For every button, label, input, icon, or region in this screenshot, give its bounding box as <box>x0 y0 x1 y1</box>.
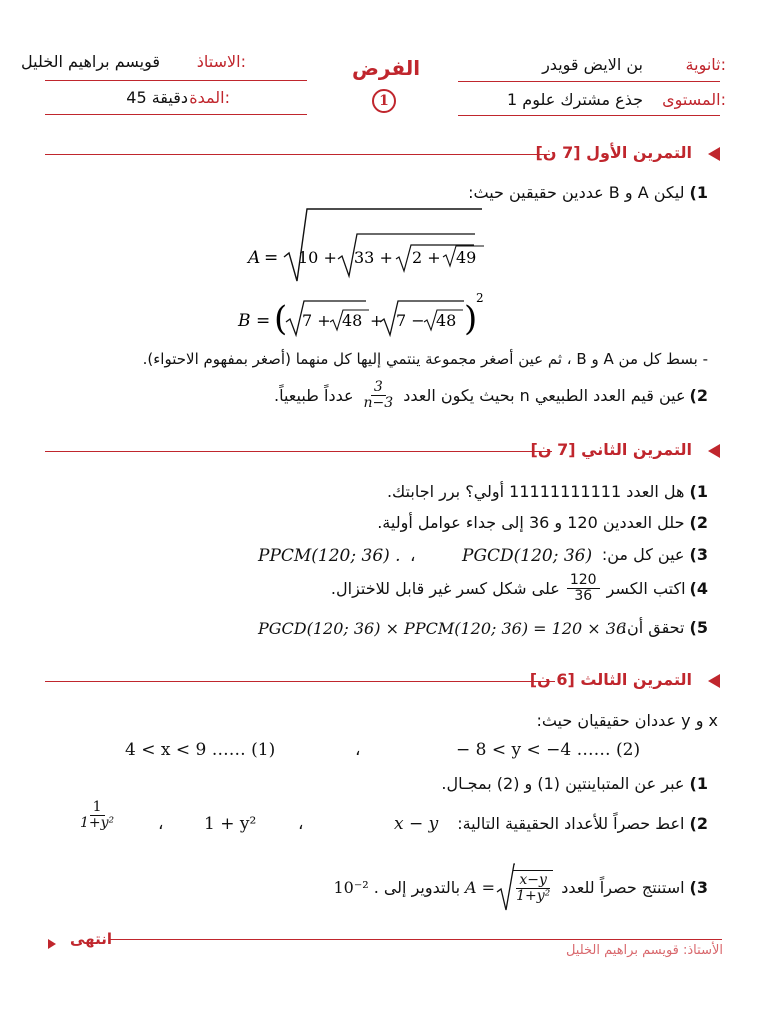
ex3-q2 <box>457 814 708 833</box>
ex3-q3-text-a: استنتج حصراً للعدد <box>561 877 685 897</box>
svg-text:7 −: 7 − <box>396 311 425 330</box>
ex3-q3-num: 3) <box>689 877 708 897</box>
ex1-q2-frac-den: 3−n <box>363 395 394 412</box>
svg-text:=: = <box>256 311 271 331</box>
svg-text:(: ( <box>274 299 288 339</box>
footer-credit: الأستاذ: قويسم براهيم الخليل <box>565 943 723 958</box>
svg-text:33 +: 33 + <box>354 248 393 267</box>
footer-end-label: انتهى <box>70 930 112 948</box>
ex2-item-1 <box>387 482 708 501</box>
ex2-q5-formula: PGCD(120; 36) × PPCM(120; 36) = 120 × 36 <box>258 619 627 638</box>
ex3-q3-frac <box>513 870 553 905</box>
svg-text:48: 48 <box>342 311 363 330</box>
ex3-q2-expr-1: x − y <box>394 814 439 834</box>
ex3-q1-num: 1) <box>689 774 708 793</box>
teacher-value: قويسم براهيم الخليل <box>21 52 160 71</box>
ex1-q2-text-b: عدداً طبيعياً. <box>274 386 354 406</box>
ex3-q3-text-b: بالتدوير إلى <box>383 877 461 897</box>
ex1-q2-fraction <box>361 380 397 412</box>
ex3-q3-formula <box>465 862 556 912</box>
ex3-ineq1: 4 < x < 9 …… (1) <box>125 740 276 760</box>
ex3-rule <box>45 681 555 682</box>
svg-text:=: = <box>264 248 279 268</box>
ex3-q2-num: 2) <box>689 814 708 833</box>
ex3-q1-text: عبر عن المتباينتين (1) و (2) بمجـال. <box>441 774 685 793</box>
ex2-item-2 <box>377 513 708 532</box>
test-title: الفرض <box>352 56 421 80</box>
svg-text:A: A <box>248 248 261 268</box>
level-value: 1 جذع مشترك علوم <box>507 90 643 109</box>
ex2-item-2-text: حلل العددين 120 و 36 إلى جداء عوامل أولية. <box>377 513 685 532</box>
ex2-marker-icon <box>708 443 720 462</box>
svg-text:B: B <box>238 311 251 331</box>
ex2-item-5-num: 5) <box>689 618 708 637</box>
ex3-q3-radical-icon <box>495 862 515 912</box>
ex1-note: - بسط كل من A و B ، ثم عين أصغر مجموعة ينتمي إليها كل منهما (أصغر بمفهوم الاحتواء). <box>142 350 708 368</box>
ex2-q3-ppcm: PPCM(120; 36) . <box>258 546 401 566</box>
svg-text:7 +: 7 + <box>302 311 331 330</box>
svg-text:48: 48 <box>436 311 457 330</box>
ex3-q2-text: اعط حصراً للأعداد الحقيقية التالية: <box>457 814 685 833</box>
ex3-q1 <box>441 774 708 793</box>
ex2-q4-frac-den: 36 <box>574 588 593 605</box>
header-rule-1 <box>458 81 720 82</box>
ex1-q1-text: ليكن A و B عددين حقيقين حيث: <box>468 183 685 202</box>
ex2-q3-pgcd: PGCD(120; 36) <box>462 546 593 566</box>
ex1-q1 <box>468 183 708 202</box>
ex1-rule <box>45 154 550 155</box>
ex2-item-1-num: 1) <box>689 482 708 501</box>
ex2-item-5 <box>622 618 708 637</box>
ex2-q4-frac-num: 120 <box>567 573 600 589</box>
ex1-marker-icon <box>708 146 720 165</box>
ex2-item-3-text: عين كل من: <box>601 545 685 564</box>
ex2-item-4 <box>331 573 708 605</box>
ex3-q2-sep-1: ، <box>298 814 304 834</box>
svg-text:2 +: 2 + <box>412 248 441 267</box>
ex2-item-3-num: 3) <box>689 545 708 564</box>
level-label: المستوى: <box>662 90 726 109</box>
ex1-q2-frac-num: 3 <box>371 380 386 396</box>
ex2-item-3 <box>602 545 708 564</box>
ex3-ineq-sep: ، <box>355 740 361 760</box>
formula-b <box>230 288 490 348</box>
ex3-q2-expr-3 <box>74 800 120 832</box>
svg-text:): ) <box>464 299 478 339</box>
ex3-intro: x و y عددان حقيقيان حيث: <box>536 711 718 730</box>
ex2-title: التمرين الثاني [7 ن] <box>530 440 692 459</box>
ex3-q3-frac-num: x−y <box>516 873 550 889</box>
svg-text:2: 2 <box>476 291 484 305</box>
formula-a <box>240 205 500 285</box>
ex1-q2 <box>274 380 708 412</box>
ex3-marker-icon <box>708 673 720 692</box>
duration-value: 45 دقيقة <box>126 88 188 107</box>
ex1-q2-text-a: عين قيم العدد الطبيعي n بحيث يكون العدد <box>403 386 686 406</box>
ex2-item-1-text: هل العدد 11111111111 أولي؟ برر اجابتك. <box>386 482 685 501</box>
test-number: 1 <box>372 89 396 113</box>
ex3-q3 <box>333 862 708 912</box>
ex2-q4-fraction <box>567 573 600 605</box>
ex3-q3-frac-den: 1+y² <box>516 888 551 904</box>
header-rule-3 <box>45 80 307 81</box>
teacher-label: الاستاذ: <box>196 52 246 71</box>
ex2-rule <box>45 451 552 452</box>
ex3-q2-expr-3-frac <box>77 800 117 832</box>
test-number-badge <box>372 89 396 113</box>
ex3-q3-formula-a: A = <box>465 877 496 897</box>
footer-marker-icon <box>48 934 56 953</box>
ex2-item-5-text: تحقق أن: <box>621 618 685 637</box>
ex3-q3-pow: 10⁻² . <box>333 877 379 897</box>
ex3-q2-expr-3-den: 1+y² <box>80 815 115 832</box>
svg-text:+: + <box>370 311 384 330</box>
ex3-ineq2: − 8 < y < −4 …… (2) <box>456 740 641 760</box>
ex3-q2-expr-3-num: 1 <box>90 800 105 816</box>
ex3-q2-expr-2: 1 + y² <box>204 814 257 834</box>
header-rule-4 <box>45 114 307 115</box>
svg-text:10 +: 10 + <box>298 248 337 267</box>
svg-text:49: 49 <box>456 248 477 267</box>
duration-label: المدة: <box>189 88 230 107</box>
ex1-title: التمرين الأول [7 ن] <box>535 143 692 162</box>
ex2-q3-sep: ، <box>410 546 416 566</box>
ex3-title: التمرين الثالث [6 ن] <box>529 670 692 689</box>
ex2-item-4-num: 4) <box>689 579 708 599</box>
footer-rule <box>110 939 722 940</box>
ex1-q1-num: 1) <box>689 183 708 202</box>
ex2-item-4-text: اكتب الكسر <box>606 579 686 599</box>
ex3-q2-sep-2: ، <box>158 814 164 834</box>
ex2-item-2-num: 2) <box>689 513 708 532</box>
ex2-q4-text-b: على شكل كسر غير قابل للاختزال. <box>330 579 560 599</box>
ex1-q2-num: 2) <box>689 386 708 406</box>
school-label: ثانوية: <box>685 55 726 74</box>
school-value: بن الايض قويدر <box>542 55 643 74</box>
header-rule-2 <box>458 115 720 116</box>
